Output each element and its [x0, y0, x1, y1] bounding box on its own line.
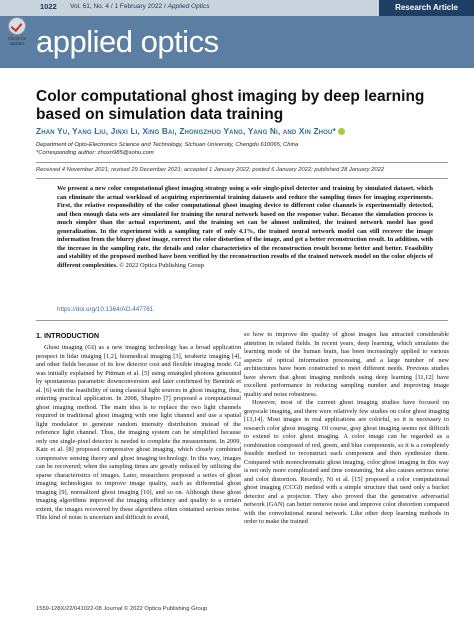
paragraph: However, most of the current ghost imaging studies have focused on grayscale imaging, and there were relatively few studies on color ghost imaging [13,14]. Most images in real applications are colorful, so it is necessary to research color ghost imaging. Of course, gray ghost imaging seems not difficult to extend to color ghost imaging. A color image can be regarded as a combination composed of red, green, and blue components, so it is a completely feasible method to reconstruct each component and then synthesize them. Compared with monochromatic ghost imaging, color ghost imaging in this way is not only more complicated and time consuming, but also causes serious noise and color distortion. Recently, Ni et al. [15] proposed a color computational ghost imaging (CCGI) method with a simple structure that used only a bucket detector and a projector. They also proved that the generative adversarial network (GAN) can better remove noise and improve color distortion compared with the convolutional neural network. Like other deep learning methods in order to make the trained [244, 399, 449, 525]
check-for-updates[interactable] [4, 17, 30, 47]
left-column [36, 331, 241, 523]
check-updates-icon [8, 17, 26, 35]
page-number: 1022 [40, 2, 57, 11]
divider [36, 162, 448, 163]
right-column [244, 331, 449, 527]
paragraph: Ghost imaging (GI) as a new imaging technology has a broad application prospect in lidar imaging [1,2], biomedical imaging [3], terahertz imaging [4], and other fields because of its low detector cost and flexible imaging mode. GI was initially explained by Pittman et al. [5] using entangled photons generated by spontaneous parametric downconversion and later confirmed by Bennink et al. [6] with the feasibility of using classical light sources in ghost imaging, thus, entering practical application. In 2008, Shapiro [7] proposed a computational ghost imaging method. The main idea is to replace the two light channels required in traditional ghost imaging with one light channel and use a spatial light modulator to generate random intensity distribution instead of the reference light channel. Thus, the imaging system can be simplified because only one single-pixel detector is needed to complete the measurement. In 2009, Katz et al. [8] proposed compressive ghost imaging, which closely combined compressive sensing theory and ghost imaging technology. In this way, images can be recovered; when the sampling times are greatly reduced by utilizing the sparse characteristics of images. Later, researchers proposed a series of ghost imaging technologies to improve image quality, such as differential ghost imaging [9], normalized ghost imaging [10], and so on. Although these ghost imaging algorithms improved the imaging efficiency and quality to a certain extent, the images recovered by these algorithms often contained serious noise. This kind of noise is uncertain and difficult to avoid, [36, 344, 241, 521]
corresponding-author: *Corresponding author: zhoxn985@sohu.com [36, 150, 154, 156]
article-type-badge: Research Article [379, 0, 474, 16]
paragraph: so how to improve the quality of ghost images has attracted considerable attention in related fields. In recent years, deep learning, which simulates the learning mode of the human brain, has been increasingly applied to various aspects of optical information processing, and a large number of new architectures have been constructed to meet different needs. Previous studies have shown that ghost imaging methods using deep learning [11,12] have excellent performance in reducing sampling number and improving image quality and noise robustness. [244, 331, 449, 398]
journal-header-bar [0, 0, 474, 16]
divider [36, 320, 448, 321]
section-heading: 1. INTRODUCTION [36, 331, 100, 340]
page-footer: 1559-128X/22/041022-08 Journal © 2022 Optica Publishing Group [36, 606, 208, 612]
affiliation-block [36, 141, 298, 157]
abstract: We present a new color computational ghost imaging strategy using a sole single-pixel detector and training by simulated dataset, which can eliminate the actual workload of acquiring experimental training datasets and reduce the sampling times for imaging experiments. First, the relative responsibility of the color computational ghost imaging device to different color channels is experimentally detected, and then enough data sets are simulated for training the neural network based on the response value. Because the simulation process is much simpler than the actual experiment, and the training set can be almost unlimited, the trained network model has good generalization. In the experiment with a sampling rate of only 4.1%, the trained neural network model can still recover the image information from the blurry ghost image, correct the color distortion of the image, and get a better reconstruction result. In addition, with the increase in the sampling rate, the details and color characteristics of the reconstruction result become better and better. Feasibility and stability of the proposed method have been verified by the reconstruction results of the trained network model on the color objects of different complexities. © 2022 Optica Publishing Group [57, 185, 433, 269]
divider [36, 178, 448, 179]
copyright-notice: © 2022 Optica Publishing Group [117, 261, 204, 269]
journal-info: Vol. 61, No. 4 / 1 February 2022 / Applied Optics [70, 2, 210, 10]
check-updates-label: Check for updates [8, 36, 26, 46]
article-title: Color computational ghost imaging by deep learning based on simulation data training [36, 88, 425, 123]
doi-link[interactable]: https://doi.org/10.1364/AO.447761 [57, 306, 154, 313]
journal-logo: applied optics [36, 24, 219, 59]
publication-dates: Received 4 November 2021; revised 29 December 2021; accepted 1 January 2022; posted 6 January 2022; published 28 January 2022 [36, 167, 385, 173]
orcid-icon[interactable] [338, 128, 345, 135]
journal-banner [0, 16, 474, 68]
affiliation: Department of Opto-Electronics Science and Technology, Sichuan University, Chengdu 610065, China [36, 142, 299, 148]
journal-name: Applied Optics [167, 2, 210, 10]
author-list: Zhan Yu, Yang Liu, Jinxi Li, Xing Bai, Zhongzhuo Yang, Yang Ni, and Xin Zhou* [36, 127, 345, 136]
